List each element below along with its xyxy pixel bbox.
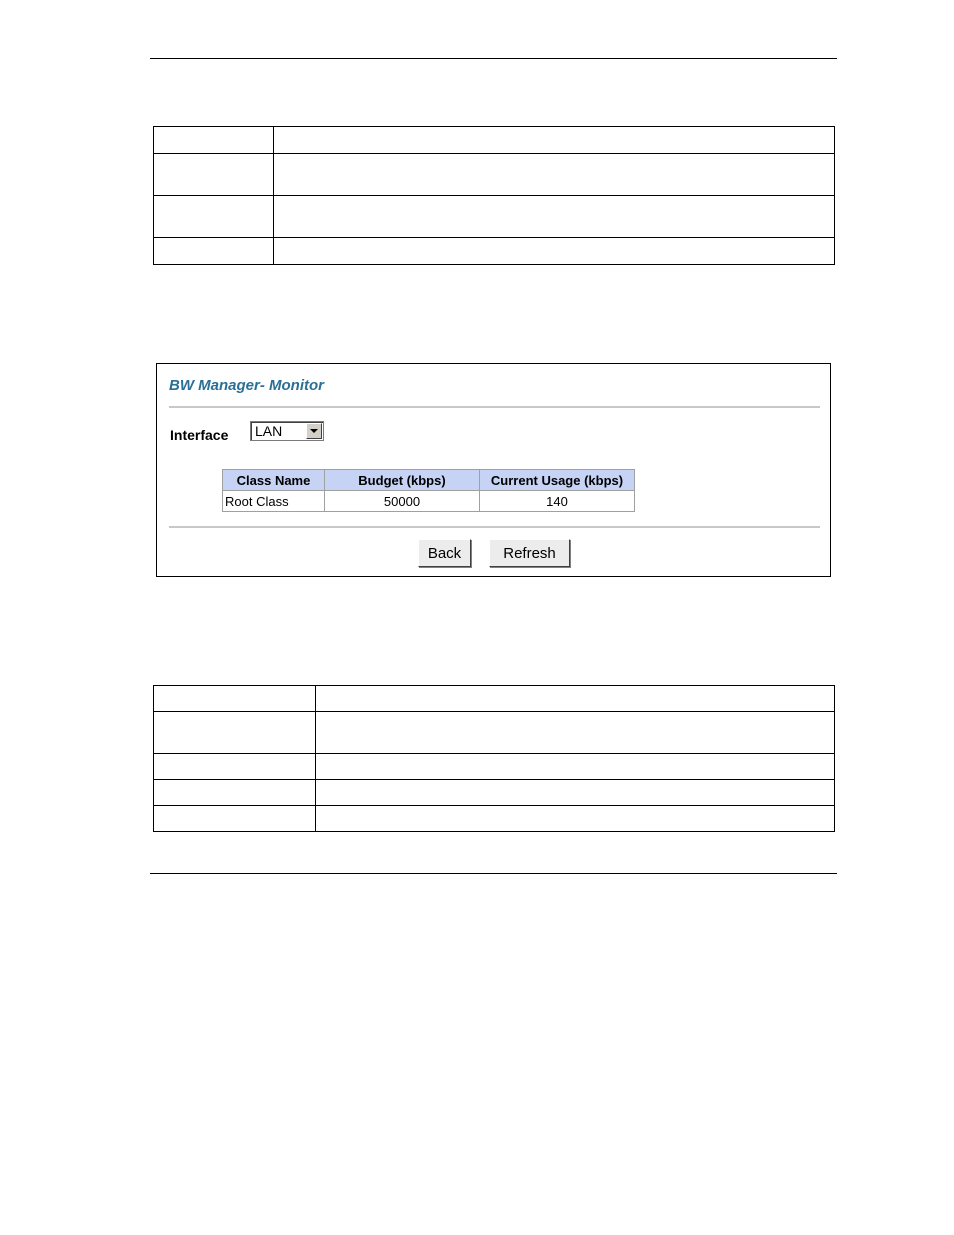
- footer-rule: [150, 873, 837, 874]
- description-table-bottom: [153, 685, 835, 832]
- column-header-current-usage: Current Usage (kbps): [480, 470, 635, 491]
- table-row: [154, 238, 835, 265]
- table-row: [154, 686, 835, 712]
- chevron-down-icon[interactable]: [306, 423, 322, 439]
- back-button[interactable]: Back: [418, 539, 471, 567]
- class-name-cell: Root Class: [223, 491, 325, 512]
- title-divider: [169, 406, 820, 408]
- table-row: [154, 754, 835, 780]
- table-row: [154, 780, 835, 806]
- table-row: [154, 806, 835, 832]
- table-row: [154, 196, 835, 238]
- interface-select-value: LAN: [255, 423, 283, 439]
- monitor-table: [222, 469, 635, 512]
- screen-title: BW Manager- Monitor: [169, 377, 324, 394]
- description-table-top: [153, 126, 835, 265]
- table-header-row: [223, 470, 635, 491]
- table-row: [154, 154, 835, 196]
- table-row: [223, 491, 635, 512]
- footer-divider: [169, 526, 820, 528]
- bw-monitor-screen: [156, 363, 831, 577]
- interface-select[interactable]: [250, 421, 324, 441]
- current-usage-cell: 140: [480, 491, 635, 512]
- column-header-class-name: Class Name: [223, 470, 325, 491]
- header-rule: [150, 58, 837, 59]
- interface-label: Interface: [170, 427, 229, 443]
- table-row: [154, 127, 835, 154]
- column-header-budget: Budget (kbps): [325, 470, 480, 491]
- table-row: [154, 712, 835, 754]
- budget-cell: 50000: [325, 491, 480, 512]
- refresh-button[interactable]: Refresh: [489, 539, 570, 567]
